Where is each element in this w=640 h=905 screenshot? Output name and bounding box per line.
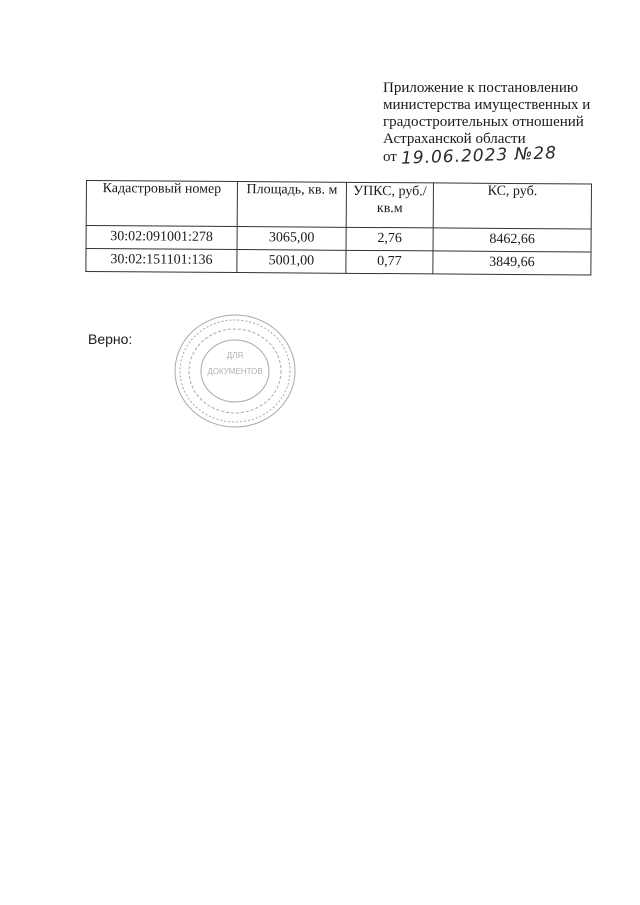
svg-text:ДЛЯ: ДЛЯ [226, 351, 244, 360]
document-header [383, 80, 623, 169]
column-header-upks: УПКС, руб./кв.м [346, 182, 433, 228]
cell-ks: 3849,66 [433, 251, 591, 275]
header-date-line [383, 143, 623, 169]
column-header-cadastral: Кадастровый номер [86, 181, 237, 227]
cell-cadastral: 30:02:091001:278 [86, 226, 237, 250]
header-line-1: Приложение к постановлению [383, 80, 579, 96]
stamp-text: ДОКУМЕНТОВ [207, 367, 263, 376]
table-row [86, 249, 591, 276]
official-stamp [172, 312, 298, 430]
date-prefix: от [383, 149, 397, 165]
column-header-ks: КС, руб. [433, 183, 591, 229]
header-line-3: градостроительных отношений [383, 114, 584, 130]
cell-cadastral: 30:02:151101:136 [86, 249, 237, 273]
cell-upks: 2,76 [346, 227, 433, 251]
cell-area: 3065,00 [237, 227, 346, 251]
cell-ks: 8462,66 [433, 228, 591, 252]
cell-area: 5001,00 [237, 250, 346, 274]
page-edge-mark: · [258, 893, 260, 899]
cell-upks: 0,77 [346, 250, 433, 274]
column-header-area: Площадь, кв. м [237, 182, 346, 228]
header-line-2: министерства имущественных и [383, 97, 591, 113]
valuation-table [85, 180, 592, 276]
handwritten-date: 19.06.2023 №28 [400, 143, 557, 169]
verno-label: Верно: [88, 331, 133, 347]
table-header-row [86, 181, 591, 230]
valuation-table-container [85, 180, 596, 294]
header-line-4: Астраханской области [383, 131, 526, 147]
